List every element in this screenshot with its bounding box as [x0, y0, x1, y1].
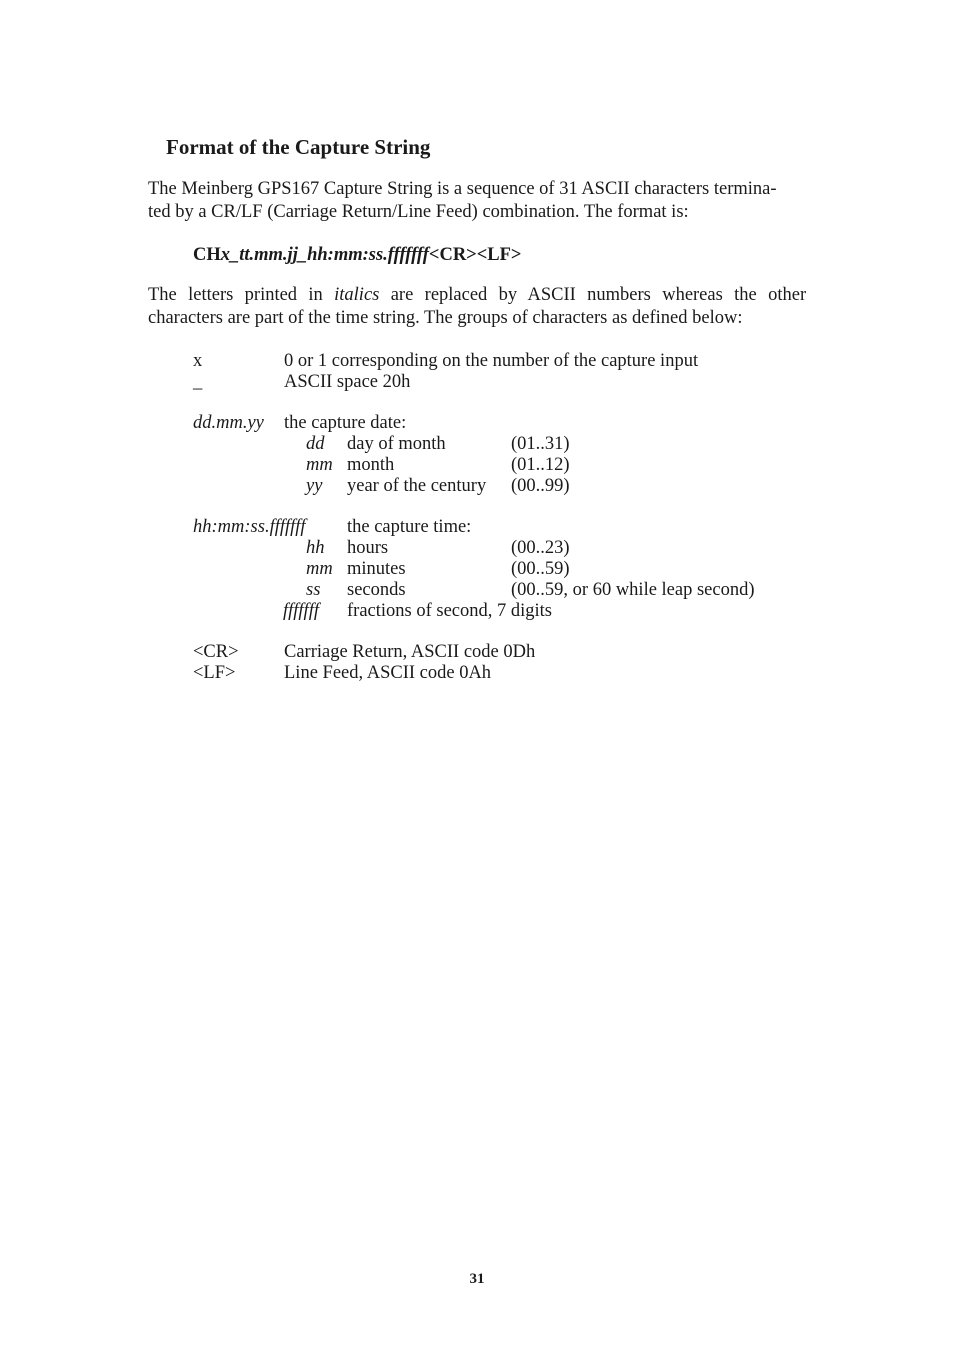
intro-paragraph [148, 178, 806, 224]
word: ASCII [527, 285, 576, 305]
word: The [148, 285, 177, 305]
intro-line-1: The Meinberg GPS167 Capture String is a sequence of 31 ASCII characters termina- [148, 179, 777, 199]
time-name-ss: seconds [347, 580, 406, 600]
date-range-dd: (01..31) [511, 434, 570, 454]
time-range-ss: (00..59, or 60 while leap second) [511, 580, 755, 600]
section-heading: Format of the Capture String [166, 135, 431, 159]
word: replaced [424, 285, 488, 305]
word: in [308, 285, 323, 305]
def-desc-lf: Line Feed, ASCII code 0Ah [284, 663, 492, 683]
time-sym-fffffff: fffffff [283, 601, 319, 621]
format-variable: x_tt.mm.jj_hh:mm:ss.fffffff [220, 245, 429, 265]
explanation-line-2: characters are part of the time string. The groups of characters as defined below: [148, 308, 743, 328]
word: numbers [587, 285, 651, 305]
def-desc-cr: Carriage Return, ASCII code 0Dh [284, 642, 536, 662]
word: printed [244, 285, 298, 305]
date-sym-dd: dd [306, 434, 325, 454]
def-key-underscore: _ [193, 372, 203, 392]
word: letters [188, 285, 234, 305]
date-sym-mm: mm [306, 455, 333, 475]
format-string [193, 244, 521, 267]
time-name-mm: minutes [347, 559, 406, 579]
format-prefix: CH [193, 245, 221, 265]
def-key-time: hh:mm:ss.fffffff [193, 517, 306, 537]
time-sym-hh: hh [306, 538, 325, 558]
def-desc-date: the capture date: [284, 413, 407, 433]
time-name-hh: hours [347, 538, 389, 558]
time-sym-mm: mm [306, 559, 333, 579]
time-sym-ss: ss [306, 580, 321, 600]
def-key-lf: <LF> [193, 663, 236, 683]
time-range-hh: (00..23) [511, 538, 570, 558]
word: are [390, 285, 414, 305]
word: other [768, 285, 807, 305]
word: the [734, 285, 757, 305]
word: whereas [662, 285, 723, 305]
time-range-mm: (00..59) [511, 559, 570, 579]
date-name-yy: year of the century [347, 476, 487, 496]
def-key-date: dd.mm.yy [193, 413, 264, 433]
date-name-dd: day of month [347, 434, 446, 454]
date-name-mm: month [347, 455, 395, 475]
def-key-x: x [193, 351, 203, 371]
word-italics: italics [334, 285, 380, 305]
def-desc-x: 0 or 1 corresponding on the number of the capture input [284, 351, 699, 371]
date-range-yy: (00..99) [511, 476, 570, 496]
def-key-cr: <CR> [193, 642, 239, 662]
format-suffix: <CR><LF> [428, 245, 522, 265]
intro-line-2: ted by a CR/LF (Carriage Return/Line Feed) combination. The format is: [148, 202, 689, 222]
date-range-mm: (01..12) [511, 455, 570, 475]
word: by [498, 285, 518, 305]
def-desc-underscore: ASCII space 20h [284, 372, 411, 392]
def-desc-time: the capture time: [347, 517, 472, 537]
time-name-fffffff: fractions of second, 7 digits [347, 601, 552, 621]
page-number: 31 [469, 1271, 485, 1287]
explanation-line-1 [148, 284, 806, 307]
date-sym-yy: yy [306, 476, 323, 496]
